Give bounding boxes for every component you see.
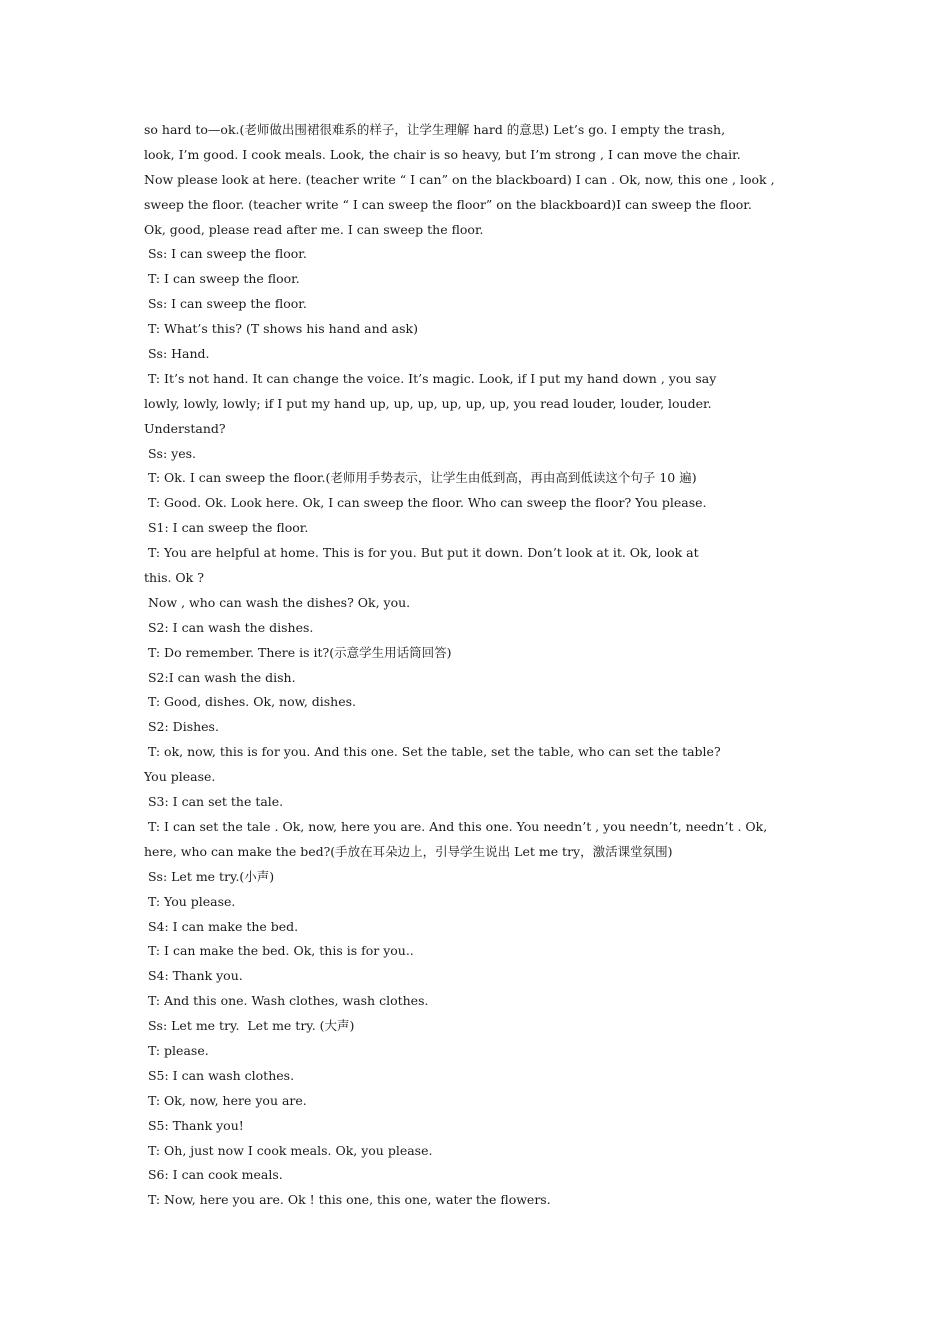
text-line: T: You please. bbox=[144, 893, 236, 909]
text-line: T: Good. Ok. Look here. Ok, I can sweep the floor. Who can sweep the floor? You please. bbox=[144, 495, 707, 511]
document-body bbox=[144, 118, 810, 1213]
text-line: S2: Dishes. bbox=[144, 719, 219, 735]
text-line: so hard to—ok.(老师做出围裙很难系的样子，让学生理解 hard 的意思) Let’s go. I empty the trash, bbox=[144, 122, 726, 137]
text-line: T: Now, here you are. Ok ! this one, this one, water the flowers. bbox=[144, 1192, 551, 1208]
text-line: Ok, good, please read after me. I can sweep the floor. bbox=[144, 221, 484, 237]
text-line: S2: I can wash the dishes. bbox=[144, 619, 314, 635]
text-line: Ss: I can sweep the floor. bbox=[144, 296, 307, 312]
text-line: S6: I can cook meals. bbox=[144, 1167, 283, 1183]
text-line: Now please look at here. (teacher write “ I can” on the blackboard) I can . Ok, now, this one , look , bbox=[144, 171, 775, 187]
text-line: T: It’s not hand. It can change the voice. It’s magic. Look, if I put my hand down , you say bbox=[144, 370, 717, 386]
text-line: T: I can make the bed. Ok, this is for you.. bbox=[144, 943, 414, 959]
text-line: S2:I can wash the dish. bbox=[144, 669, 296, 685]
text-line: S5: Thank you! bbox=[144, 1117, 244, 1133]
text-line: Understand? bbox=[144, 420, 226, 436]
text-line: T: ok, now, this is for you. And this one. Set the table, set the table, who can set the table? bbox=[144, 744, 721, 760]
text-line: sweep the floor. (teacher write “ I can sweep the floor” on the blackboard)I can sweep the floor. bbox=[144, 196, 752, 212]
text-line: S3: I can set the tale. bbox=[144, 794, 284, 810]
text-line: S4: Thank you. bbox=[144, 968, 243, 984]
text-line: Now , who can wash the dishes? Ok, you. bbox=[144, 594, 411, 610]
text-line: T: Good, dishes. Ok, now, dishes. bbox=[144, 694, 357, 710]
text-line: T: please. bbox=[144, 1042, 209, 1058]
text-line: S1: I can sweep the floor. bbox=[144, 520, 309, 536]
text-line: T: I can set the tale . Ok, now, here you are. And this one. You needn’t , you needn’t, needn’t . Ok, bbox=[144, 818, 768, 834]
text-line: lowly, lowly, lowly; if I put my hand up, up, up, up, up, up, you read louder, louder, louder. bbox=[144, 395, 712, 411]
text-line: Ss: yes. bbox=[144, 445, 196, 461]
text-line: You please. bbox=[144, 769, 216, 785]
text-line: S5: I can wash clothes. bbox=[144, 1067, 295, 1083]
text-line: T: Oh, just now I cook meals. Ok, you please. bbox=[144, 1142, 433, 1158]
text-line: here, who can make the bed?(手放在耳朵边上，引导学生说出 Let me try，激活课堂氛围) bbox=[144, 843, 673, 859]
text-line: T: What’s this? (T shows his hand and ask) bbox=[144, 321, 418, 337]
text-line: look, I’m good. I cook meals. Look, the chair is so heavy, but I’m strong , I can move the chair. bbox=[144, 146, 741, 162]
text-line: Ss: Hand. bbox=[144, 346, 210, 362]
text-line: T: I can sweep the floor. bbox=[144, 271, 300, 287]
text-line: T: Ok, now, here you are. bbox=[144, 1092, 307, 1108]
text-line: T: And this one. Wash clothes, wash clothes. bbox=[144, 993, 429, 1009]
text-line: T: Ok. I can sweep the floor.(老师用手势表示，让学生由低到高，再由高到低读这个句子 10 遍) bbox=[144, 470, 697, 486]
text-line: S4: I can make the bed. bbox=[144, 918, 299, 934]
text-line: Ss: I can sweep the floor. bbox=[144, 246, 307, 262]
text-line: this. Ok ? bbox=[144, 570, 204, 586]
text-line: Ss: Let me try.(小声) bbox=[144, 868, 275, 884]
text-line: T: You are helpful at home. This is for you. But put it down. Don’t look at it. Ok, look at bbox=[144, 545, 699, 561]
text-line: T: Do remember. There is it?(示意学生用话筒回答) bbox=[144, 644, 452, 660]
text-line: Ss: Let me try. Let me try. (大声) bbox=[144, 1018, 355, 1034]
